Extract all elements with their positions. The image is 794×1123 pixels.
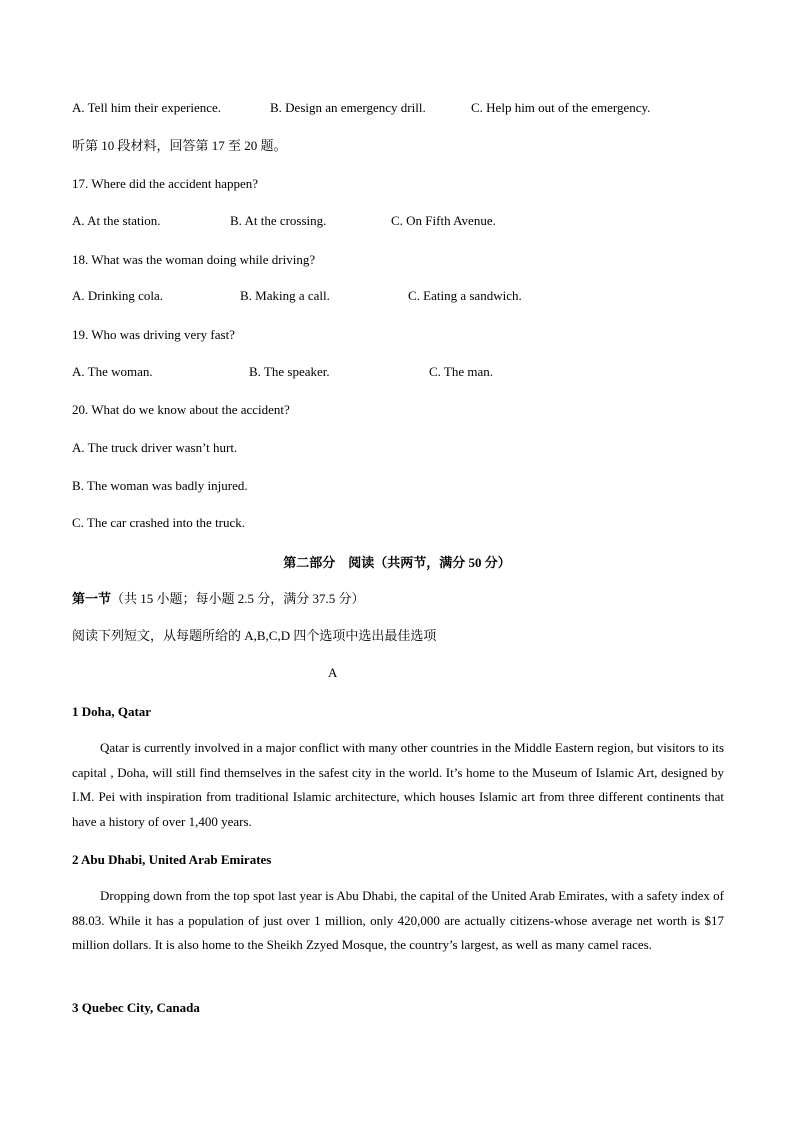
- city-paragraph: Dropping down from the top spot last year is Abu Dhabi, the capital of the United Arab Emirates, with a safety index of 88.03. While it has a population of just over 1 million, only 420,000 are actually citizens-whose average net worth is $17 million dollars. It is also home to the Sheikh Zzyed Mosque, the country’s largest, as well as many camel races.: [72, 888, 724, 953]
- option-a: A. At the station.: [72, 213, 161, 228]
- question-stem: 19. Who was driving very fast?: [72, 327, 235, 342]
- option-b: B. The speaker.: [249, 364, 330, 379]
- city-heading: 1 Doha, Qatar: [72, 704, 152, 719]
- option-c: C. Eating a sandwich.: [408, 288, 522, 303]
- option-a: A. The truck driver wasn’t hurt.: [72, 440, 238, 455]
- option-c: C. The car crashed into the truck.: [72, 515, 246, 530]
- q16-option-a: A. Tell him their experience.: [72, 100, 222, 115]
- city-heading: 2 Abu Dhabi, United Arab Emirates: [72, 852, 272, 867]
- section1-detail: （共 15 小题；每小题 2.5 分，满分 37.5 分）: [111, 591, 365, 606]
- question-stem: 18. What was the woman doing while driving?: [72, 252, 316, 267]
- passage-label: A: [328, 665, 338, 680]
- q16-option-b: B. Design an emergency drill.: [270, 100, 426, 115]
- section1-header: [72, 590, 365, 608]
- reading-instruction: 阅读下列短文，从每题所给的 A,B,C,D 四个选项中选出最佳选项: [72, 628, 437, 643]
- option-c: C. The man.: [429, 364, 494, 379]
- option-a: A. Drinking cola.: [72, 288, 163, 303]
- option-b: B. At the crossing.: [230, 213, 327, 228]
- section10-instruction: 听第 10 段材料，回答第 17 至 20 题。: [72, 138, 287, 153]
- city-paragraph: Qatar is currently involved in a major conflict with many other countries in the Middle Eastern region, but visitors to its capital , Doha, will still find themselves in the safest city in the world. It’s home to the Museum of Islamic Art, designed by I.M. Pei with inspiration from traditional Islamic architecture, which houses Islamic art from three different continents that have a history of over 1,400 years.: [72, 740, 724, 829]
- question-stem: 17. Where did the accident happen?: [72, 176, 259, 191]
- option-b: B. Making a call.: [240, 288, 330, 303]
- q16-option-c: C. Help him out of the emergency.: [471, 100, 651, 115]
- section1-label: 第一节: [72, 591, 112, 606]
- option-a: A. The woman.: [72, 364, 153, 379]
- part2-title: 第二部分 阅读（共两节，满分 50 分）: [283, 555, 511, 570]
- option-c: C. On Fifth Avenue.: [391, 213, 496, 228]
- option-b: B. The woman was badly injured.: [72, 478, 248, 493]
- city-heading: 3 Quebec City, Canada: [72, 1000, 200, 1015]
- question-stem: 20. What do we know about the accident?: [72, 402, 290, 417]
